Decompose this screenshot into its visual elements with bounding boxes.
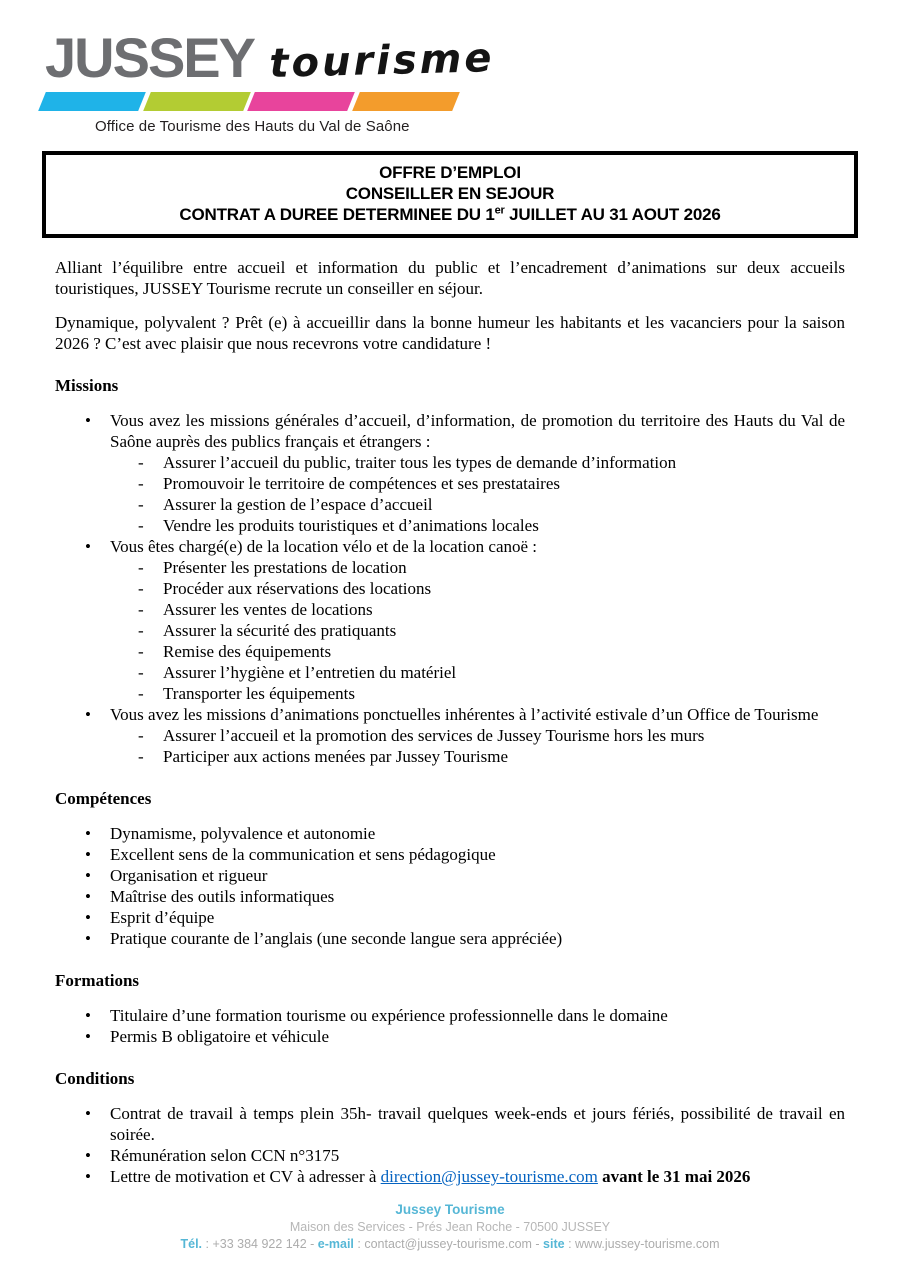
section-heading-formations: Formations xyxy=(55,971,140,990)
list-item xyxy=(55,1103,845,1145)
document-body xyxy=(0,238,900,1187)
intro-paragraph-2: Dynamique, polyvalent ? Prêt (e) à accueillir dans la bonne humeur les habitants et les vacanciers pour la saison 2026 ? C’est avec plaisir que nous recevrons votre candidature ! xyxy=(55,313,845,353)
title-line-1: OFFRE D’EMPLOI xyxy=(379,163,521,182)
footer-site-label: site xyxy=(543,1237,565,1251)
page-footer xyxy=(0,1202,900,1251)
dash-icon: - xyxy=(138,663,144,682)
sub-list-item-text: Assurer l’accueil du public, traiter tous les types de demande d’information xyxy=(163,453,677,472)
list-item xyxy=(55,823,845,844)
sub-list-item xyxy=(55,725,845,746)
list-item xyxy=(55,536,845,557)
section-heading-conditions: Conditions xyxy=(55,1069,135,1088)
logo-color-bar xyxy=(42,92,455,111)
sub-list-item xyxy=(55,494,845,515)
sub-list-item-text: Promouvoir le territoire de compétences et ses prestataires xyxy=(163,474,560,493)
list-item xyxy=(55,1005,845,1026)
footer-email-value: : contact@jussey-tourisme.com - xyxy=(353,1237,544,1251)
missions-list xyxy=(55,410,845,767)
bullet-icon: • xyxy=(85,537,91,556)
color-bar-segment-pink xyxy=(247,92,354,111)
sub-list-item-text: Vendre les produits touristiques et d’animations locales xyxy=(163,516,539,535)
bullet-icon: • xyxy=(85,887,91,906)
sub-list-item-text: Assurer les ventes de locations xyxy=(163,600,373,619)
sub-list-item-text: Participer aux actions menées par Jussey Tourisme xyxy=(163,747,509,766)
color-bar-segment-blue xyxy=(38,92,145,111)
dash-icon: - xyxy=(138,726,144,745)
sub-list-item-text: Assurer la gestion de l’espace d’accueil xyxy=(163,495,433,514)
sub-list-item xyxy=(55,599,845,620)
list-item-text xyxy=(110,1166,845,1187)
bullet-icon: • xyxy=(85,1167,91,1186)
footer-contact-line xyxy=(0,1237,900,1251)
color-bar-segment-green xyxy=(143,92,250,111)
bullet-icon: • xyxy=(85,411,91,430)
sub-list-item xyxy=(55,641,845,662)
bullet-icon: • xyxy=(85,1006,91,1025)
application-email-link[interactable]: direction@jussey-tourisme.com xyxy=(380,1167,598,1186)
conditions-list xyxy=(55,1103,845,1187)
list-item-text: Pratique courante de l’anglais (une seconde langue sera appréciée) xyxy=(110,929,563,948)
title-line-3: CONTRAT A DUREE DETERMINEE DU 1er JUILLET AU 31 AOUT 2026 xyxy=(179,204,721,224)
sub-list-item-text: Transporter les équipements xyxy=(163,684,356,703)
sub-list-item xyxy=(55,620,845,641)
sub-list-item-text: Présenter les prestations de location xyxy=(163,558,407,577)
sub-list-item xyxy=(55,683,845,704)
dash-icon: - xyxy=(138,579,144,598)
footer-site-value: : www.jussey-tourisme.com xyxy=(564,1237,720,1251)
dash-icon: - xyxy=(138,474,144,493)
dash-icon: - xyxy=(138,453,144,472)
list-item-text: Organisation et rigueur xyxy=(110,866,268,885)
logo-script-text: tourisme xyxy=(268,35,496,87)
section-heading-missions: Missions xyxy=(55,376,119,395)
dash-icon: - xyxy=(138,747,144,766)
list-item-text: Vous avez les missions générales d’accueil, d’information, de promotion du territoire des Hauts du Val de Saône auprès des publics français et étrangers : xyxy=(110,411,845,451)
sub-list-item-text: Remise des équipements xyxy=(163,642,332,661)
list-item xyxy=(55,907,845,928)
list-item-text: Esprit d’équipe xyxy=(110,908,215,927)
dash-icon: - xyxy=(138,495,144,514)
list-item-text: Titulaire d’une formation tourisme ou expérience professionnelle dans le domaine xyxy=(110,1006,668,1025)
sub-list-item xyxy=(55,515,845,536)
intro-paragraph-1: Alliant l’équilibre entre accueil et information du public et l’encadrement d’animations sur deux accueils touristiques, JUSSEY Tourisme recrute un conseiller en séjour. xyxy=(55,258,845,298)
list-item xyxy=(55,1026,845,1047)
application-deadline-text: avant le 31 mai 2026 xyxy=(597,1167,751,1186)
sub-list-item-text: Assurer la sécurité des pratiquants xyxy=(163,621,397,640)
bullet-icon: • xyxy=(85,929,91,948)
bullet-icon: • xyxy=(85,845,91,864)
list-item-text: Excellent sens de la communication et sens pédagogique xyxy=(110,845,496,864)
sub-list-item-text: Assurer l’accueil et la promotion des services de Jussey Tourisme hors les murs xyxy=(163,726,705,745)
list-item xyxy=(55,844,845,865)
footer-tel-label: Tél. xyxy=(180,1237,203,1251)
list-item-text: Vous êtes chargé(e) de la location vélo et de la location canoë : xyxy=(110,537,538,556)
dash-icon: - xyxy=(138,642,144,661)
bullet-icon: • xyxy=(85,824,91,843)
sub-list-item-text: Assurer l’hygiène et l’entretien du matériel xyxy=(163,663,457,682)
job-offer-title-box xyxy=(42,151,858,238)
footer-tel-value: : +33 384 922 142 - xyxy=(202,1237,318,1251)
list-item-text: Dynamisme, polyvalence et autonomie xyxy=(110,824,376,843)
sub-list-item xyxy=(55,452,845,473)
bullet-icon: • xyxy=(85,1027,91,1046)
list-item xyxy=(55,928,845,949)
sub-list-item xyxy=(55,473,845,494)
list-item-text: Contrat de travail à temps plein 35h- travail quelques week-ends et jours fériés, possibilité de travail en soirée. xyxy=(110,1104,845,1144)
dash-icon: - xyxy=(138,558,144,577)
dash-icon: - xyxy=(138,600,144,619)
logo-tagline: Office de Tourisme des Hauts du Val de Saône xyxy=(95,118,410,135)
sub-list-item xyxy=(55,746,845,767)
footer-address: Maison des Services - Prés Jean Roche - 70500 JUSSEY xyxy=(289,1220,611,1234)
list-item-text: Permis B obligatoire et véhicule xyxy=(110,1027,330,1046)
dash-icon: - xyxy=(138,684,144,703)
formations-list xyxy=(55,1005,845,1047)
title-line-2: CONSEILLER EN SEJOUR xyxy=(345,184,555,203)
competences-list xyxy=(55,823,845,949)
sub-list-item xyxy=(55,662,845,683)
section-heading-competences: Compétences xyxy=(55,789,152,808)
list-item-text: Rémunération selon CCN n°3175 xyxy=(110,1146,340,1165)
footer-email-label: e-mail xyxy=(317,1237,354,1251)
list-item xyxy=(55,865,845,886)
list-item-text: Vous avez les missions d’animations ponctuelles inhérentes à l’activité estivale d’un Office de Tourisme xyxy=(110,705,819,724)
dash-icon: - xyxy=(138,621,144,640)
bullet-icon: • xyxy=(85,705,91,724)
bullet-icon: • xyxy=(85,908,91,927)
list-item xyxy=(55,704,845,725)
logo-brand-text: JUSSEY xyxy=(45,26,254,89)
sub-list-item xyxy=(55,578,845,599)
bullet-icon: • xyxy=(85,1104,91,1123)
bullet-icon: • xyxy=(85,866,91,885)
bullet-icon: • xyxy=(85,1146,91,1165)
list-item xyxy=(55,410,845,452)
list-item xyxy=(55,1166,845,1187)
application-instruction-text: Lettre de motivation et CV à adresser à xyxy=(110,1167,381,1186)
color-bar-segment-orange xyxy=(352,92,459,111)
list-item-text: Maîtrise des outils informatiques xyxy=(110,887,335,906)
list-item xyxy=(55,1145,845,1166)
sub-list-item xyxy=(55,557,845,578)
superscript-er: er xyxy=(494,204,505,217)
sub-list-item-text: Procéder aux réservations des locations xyxy=(163,579,432,598)
list-item xyxy=(55,886,845,907)
logo xyxy=(0,0,900,135)
footer-company-name: Jussey Tourisme xyxy=(395,1202,505,1217)
dash-icon: - xyxy=(138,516,144,535)
